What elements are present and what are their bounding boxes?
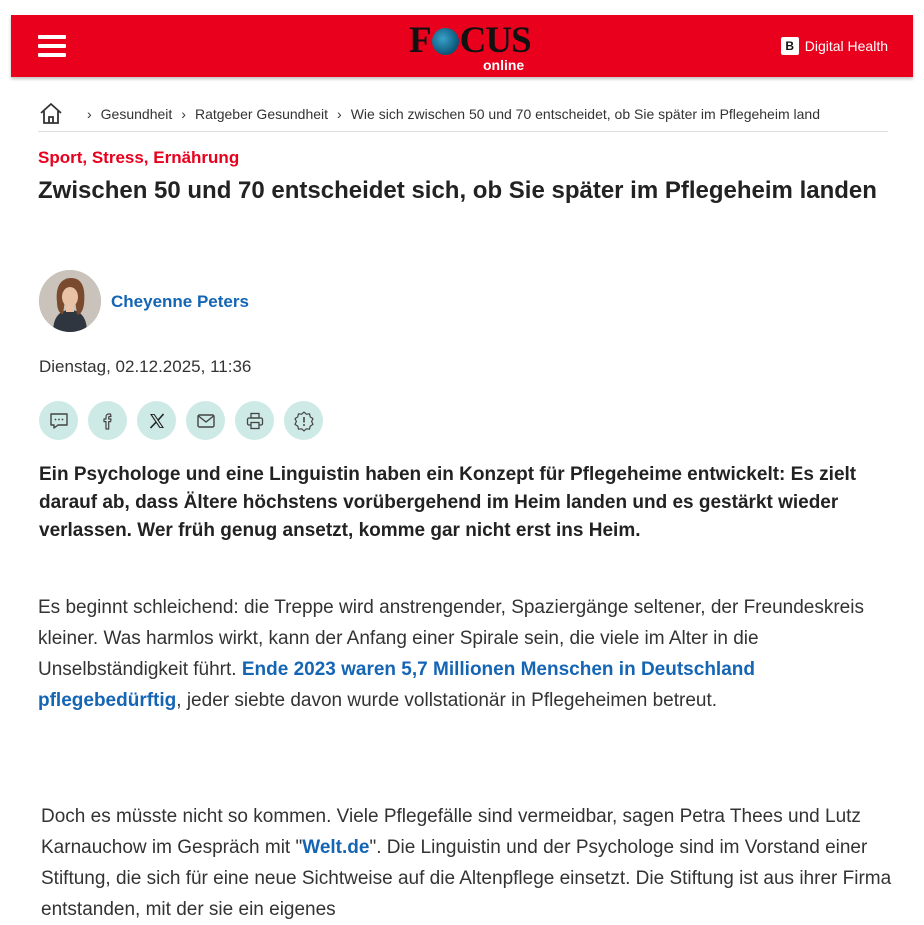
article-title: Zwischen 50 und 70 entscheidet sich, ob Sie später im Pflegeheim landen [38,177,877,204]
paragraph-text: ". Die Linguistin und der Psychologe sind im Vorstand einer Stiftung, die sich für eine neue Sichtweise auf die Altenpflege einsetzt. Die Stiftung ist aus ihrer Firma entstanden, mit der sie ein eigenes [41,837,892,920]
mail-share-button[interactable] [186,401,225,440]
section-label: Digital Health [804,38,888,54]
breadcrumb [38,97,888,132]
breadcrumb-item[interactable]: Ratgeber Gesundheit [194,106,329,122]
publish-date: Dienstag, 02.12.2025, 11:36 [39,357,252,376]
report-button[interactable] [284,401,323,440]
print-icon [245,411,265,431]
home-icon[interactable] [38,102,64,126]
facebook-share-button[interactable] [88,401,127,440]
statistics-link[interactable]: Ende 2023 waren 5,7 Millionen Menschen in Deutschland pflegebedürftig [38,659,755,711]
share-bar [39,401,323,440]
menu-icon[interactable] [38,35,66,59]
focus-online-logo[interactable] [409,21,539,75]
comment-button[interactable] [39,401,78,440]
comment-icon [49,411,69,431]
site-header [11,15,913,77]
digital-health-link[interactable] [781,37,888,55]
chevron-right-icon: › [181,106,186,122]
welt-link[interactable]: Welt.de [302,837,370,858]
b-badge-icon: B [781,37,799,55]
paragraph-text: Doch es müsste nicht so kommen. Viele Pflegefälle sind vermeidbar, sagen Petra Thees und Lutz Karnauchow im Gespräch mit " [41,806,861,858]
chevron-right-icon: › [87,106,92,122]
paragraph-text: Es beginnt schleichend: die Treppe wird anstrengender, Spaziergänge seltener, der Freundeskreis kleiner. Was harmlos wirkt, kann der Anfang einer Spirale sein, die viele im Alter in die Unselbständigkeit führt. [38,597,864,680]
author-name-link[interactable]: Cheyenne Peters [111,292,249,311]
article-lead: Ein Psychologe und eine Linguistin haben ein Konzept für Pflegeheime entwickelt: Es zielt darauf ab, dass Ältere höchstens vorübergehend im Heim landen und es gestärkt wieder verlassen. Wer früh genug ansetzt, komme gar nicht erst ins Heim. [39,464,857,541]
breadcrumb-current: Wie sich zwischen 50 und 70 entscheidet, ob Sie später im Pflegeheim land [350,106,820,122]
author-avatar[interactable] [39,270,101,332]
paragraph-text: , jeder siebte davon wurde vollstationär in Pflegeheimen betreut. [176,690,718,711]
mail-icon [196,411,216,431]
article-category[interactable]: Sport, Stress, Ernährung [38,148,240,167]
article-paragraph [41,801,901,925]
logo-subtitle: online [483,57,525,73]
logo-wordmark: F CUS [409,20,531,61]
chevron-right-icon: › [337,106,342,122]
x-icon [147,411,167,431]
x-share-button[interactable] [137,401,176,440]
author-portrait [39,270,101,332]
breadcrumb-item[interactable]: Gesundheit [100,106,173,122]
alert-icon [293,410,315,432]
globe-icon [432,28,459,55]
print-button[interactable] [235,401,274,440]
article-paragraph [38,592,898,716]
facebook-icon [98,411,118,431]
